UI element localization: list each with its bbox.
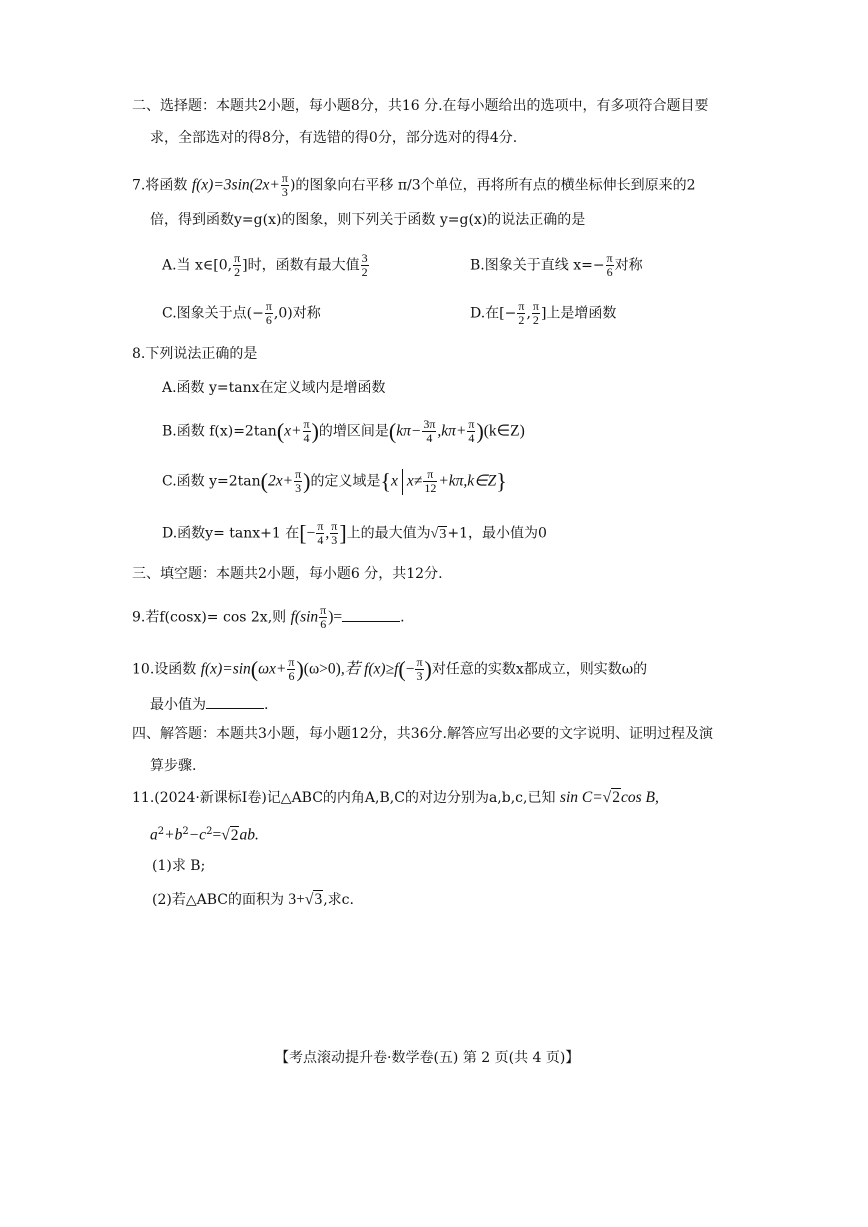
q7-option-d: D.在[− $\frac{\pi}{2}$ , $\frac{\pi}{2}$ ]上是增函数 [470, 299, 617, 327]
section4-line2: 算步骤. [150, 758, 197, 774]
section2-line2: 求，全部选对的得8分，有选错的得0分，部分选对的得4分. [150, 130, 518, 146]
q8-stem: 8.下列说法正确的是 [132, 346, 258, 362]
q7-option-c: C.图象关于点(− $\frac{\pi}{6}$ ,0)对称 [162, 299, 321, 327]
q10-line1: 10.设函数 f(x)=sin(ωx+ $\frac{\pi}{6}$ )(ω>0),若 f(x)≥f(− $\frac{\pi}{3}$ )对任意的实数x都成立，则实数ω的 [132, 655, 648, 683]
q7-option-a: A.当 x∈[0, $\frac{\pi}{2}$ ]时，函数有最大值 $\frac{3}{2}$ [162, 251, 368, 279]
q11-part1: (1)求 B; [152, 858, 206, 874]
q8-option-d: D.函数y= tanx+1 在[− $\frac{\pi}{4}$ , $\frac{\pi}{3}$ ]上的最大值为√3+1，最小值为0 [162, 519, 547, 547]
fraction: $\frac{\pi}{3}$ [281, 171, 288, 199]
q11-part2: (2)若△ABC的面积为 3+√3,求c. [152, 891, 354, 908]
section2-line1: 二、选择题：本题共2小题，每小题8分，共16 分.在每小题给出的选项中，有多项符合题目要 [132, 98, 709, 114]
answer-blank[interactable] [206, 694, 264, 709]
answer-blank[interactable] [342, 607, 400, 622]
q7-stem-line1: 7.将函数 f(x)=3sin(2x+ $\frac{\pi}{3}$ )的图象向右平移 π/3个单位，再将所有点的横坐标伸长到原来的2 [132, 171, 696, 199]
page-footer: 【考点滚动提升卷·数学卷(五) 第 2 页(共 4 页)】 [275, 1050, 580, 1066]
section3-line1: 三、填空题：本题共2小题，每小题6 分，共12分. [132, 566, 443, 582]
q8-option-c: C.函数 y=2tan(2x+ $\frac{\pi}{3}$ )的定义域是{x x≠ $\frac{\pi}{12}$ +kπ,k∈Z} [162, 467, 507, 495]
section4-line1: 四、解答题：本题共3小题，每小题12分，共36分.解答应写出必要的文字说明、证明过程及演 [132, 726, 713, 742]
q9: 9.若f(cosx)= cos 2x,则 f(sin $\frac{\pi}{6}$ )= . [132, 603, 405, 631]
q7-stem-line2: 倍，得到函数y=g(x)的图象，则下列关于函数 y=g(x)的说法正确的是 [150, 212, 586, 228]
q11-stem-line2: $a^2+b^2-c^2=√2ab$. [150, 826, 259, 844]
q8-option-b: B.函数 f(x)=2tan(x+ $\frac{\pi}{4}$ )的增区间是(kπ− $\frac{3\pi}{4}$ ,kπ+ $\frac{\pi}{4}$ )(k∈Z) [162, 417, 525, 445]
q8-option-a: A.函数 y=tanx在定义域内是增函数 [162, 380, 386, 396]
q7-option-b: B.图象关于直线 x=− $\frac{\pi}{6}$ 对称 [470, 251, 643, 279]
q11-stem-line1: 11.(2024·新课标Ⅰ卷)记△ABC的内角A,B,C的对边分别为a,b,c,已知 sin C=√2cos B, [132, 789, 659, 806]
q10-line2: 最小值为 . [150, 694, 268, 715]
